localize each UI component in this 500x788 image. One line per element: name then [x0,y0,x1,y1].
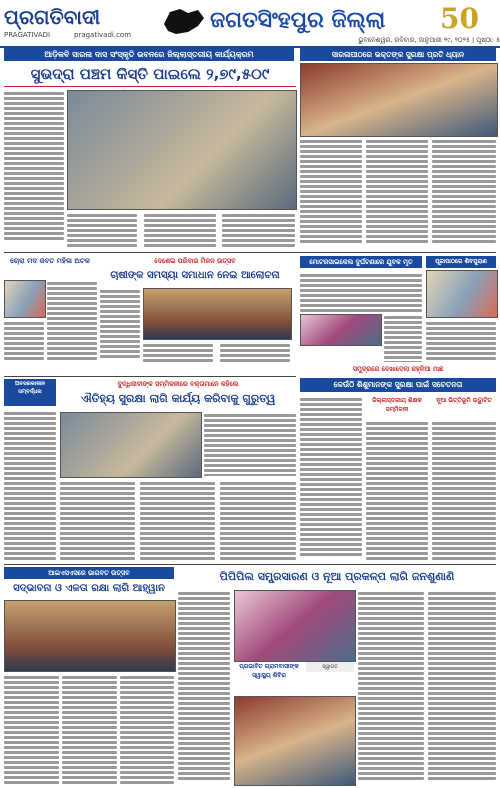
story4-body [47,280,97,360]
logo-sub: PRAGATIVADI [4,31,51,39]
story1-photo-stage [67,90,297,210]
story13-headline: ଜିଲ୍ଲାସ୍ତରୀୟ ଶିକ୍ଷକ ସମ୍ମିଳନୀ [372,397,422,413]
story10-photo [300,314,382,346]
story2-body-col1 [300,138,362,246]
story6-headline: ଚାଷୀଙ୍କ ସମସ୍ୟା ସମାଧାନ ନେଇ ଆଲୋଚନା [110,270,280,281]
story7-headline: ପୂଜାପାଠରେ ଶିବପୁରାଣ [426,256,496,268]
story1-body-col1 [4,90,64,250]
story16-body-col1 [178,590,230,784]
story15-photo [4,600,176,672]
story14-headline: ନୂଆ ଭିତ୍ତିଭୂମି ଉଦ୍ଘାଟିତ [436,397,492,404]
story18-caption: ସ୍ୱାଗତ [306,662,354,672]
district-title: ଜଗତସିଂହପୁର ଜିଲ୍ଲା [210,8,386,33]
story5-headline: ଦେଶେଇ ପରିବାର ମିଳନ ଉତ୍ସବ [154,257,236,265]
story11-headline: ଐତିହ୍ୟ ସୁରକ୍ଷା ଲାଗି କାର୍ଯ୍ୟ କରିବାକୁ ଗୁରୁତ୍ୱ [80,392,276,405]
story16-body-col2 [358,590,424,784]
story11-kicker: ବୁଦ୍ଧିଜୀବୀଙ୍କ ସମ୍ମିଳନୀରେ ବକ୍ତାମାନେ କହିଲେ [117,380,239,388]
story13-body [366,420,428,560]
story9-body [300,272,422,312]
story12-body-col1 [300,396,362,560]
anniversary-logo [440,2,496,38]
story16-headline: ପିପିପିଲ ସମ୍ପ୍ରସାରଣ ଓ ନୂଆ ପ୍ରକଳ୍ପ ଲାଗି ଜନଶୁଣାଣି [219,570,455,583]
anniversary-number: 50 [440,2,479,35]
story7-photo [426,270,498,318]
story1-body-col4 [222,212,295,250]
story2-headline: ସାରଳାପୀଠରେ ଭକ୍ତଙ୍କ ସୁରକ୍ଷା ପ୍ରତି ଧ୍ୟାନ [300,48,496,61]
story6-body-col1 [100,288,140,360]
story12-headline: କେଉଁଠି ଶିଶୁମାନଙ୍କ ସୁରକ୍ଷା ପାଇଁ ସଚେତନତା [300,378,496,392]
story11-body-col1 [204,412,296,476]
story15-headline: ସଦ୍ଭାବନା ଓ ଏକତା ରକ୍ଷା ଲାଗି ଆହ୍ୱାନ [13,583,165,594]
story2-body-col3 [432,138,496,246]
story9-headline: ମୋଟରସାଇକେଲ ଦୁର୍ଘଟଣାରେ ଯୁବକ ମୃତ [300,256,422,268]
story14-body [432,420,496,560]
story15-body-col2 [62,674,117,784]
logo [4,4,154,38]
story11-body-col3 [140,480,215,560]
story1-kicker: ଆଡ଼ିକବି ସାରଳା ଦାସ ସଂସ୍କୃତି ଭବନରେ ଜିଲ୍ଲାସ୍ତରୀୟ କାର୍ଯ୍ୟକ୍ରମ [4,48,294,61]
story6-photo [143,288,292,340]
story2-photo [300,63,498,137]
story8-headline: ସମୁଦ୍ରରେ ଦେଖାଦେଲା ଜହ୍ନିଆ ମାଛ [352,365,444,373]
story16-photo-crowd [234,696,356,786]
section-divider [4,252,496,253]
story3-body [4,410,56,560]
story7-body [426,320,496,362]
story11-body-col2 [60,480,135,560]
story4-body-2 [4,320,44,360]
story2-body-col2 [366,138,428,246]
story6-body-col3 [220,342,290,362]
masthead [0,0,500,48]
website: pragativadi.com [74,31,132,39]
story1-body-col3 [144,212,216,250]
section-divider [4,376,296,377]
story6-body-col2 [143,342,213,362]
story10-body [384,314,422,362]
date-line: ଭୁବନେଶ୍ୱର, ରବିବାର, ଜାନୁଆରୀ ୧୯, ୨୦୨୫ | ପୃଷ୍ଠା: ୫ [358,36,500,44]
story11-photo [60,412,202,478]
story3-headline: ଅବସରକାଳୀନ ସମ୍ବର୍ଦ୍ଧନା [4,379,56,406]
rule [4,86,296,87]
section-divider [4,564,496,565]
odisha-map-icon [158,4,208,40]
story11-body-col4 [220,480,296,560]
story4-headline: ଚୋରା ମଦ ଜବତ ମହିଳା ଅଟକ [10,257,90,265]
story15-body-col3 [120,674,174,784]
story15-kicker: ଆଇଏସଏସରେ ଭାଗବତ ଉତ୍ସବ [4,567,174,579]
story4-photo [4,280,46,318]
story16-body-col3 [428,590,496,784]
story1-headline: ସୁଭଦ୍ରା ପଞ୍ଚମ କିସ୍ତି ପାଇଲେ ୨,୭୯,୫୦୯ [30,65,270,83]
logo-text: ପ୍ରଗତିବାଦୀ [4,5,101,29]
story15-body-col1 [4,674,59,784]
story1-body-col2 [67,212,137,250]
story16-photo-speaker [234,590,356,662]
story17-headline: ପ୍ରଭାବିତ ଗ୍ରାମବାସୀଙ୍କ ସ୍ୱାସ୍ଥ୍ୟ ଶିବିର [239,663,299,679]
